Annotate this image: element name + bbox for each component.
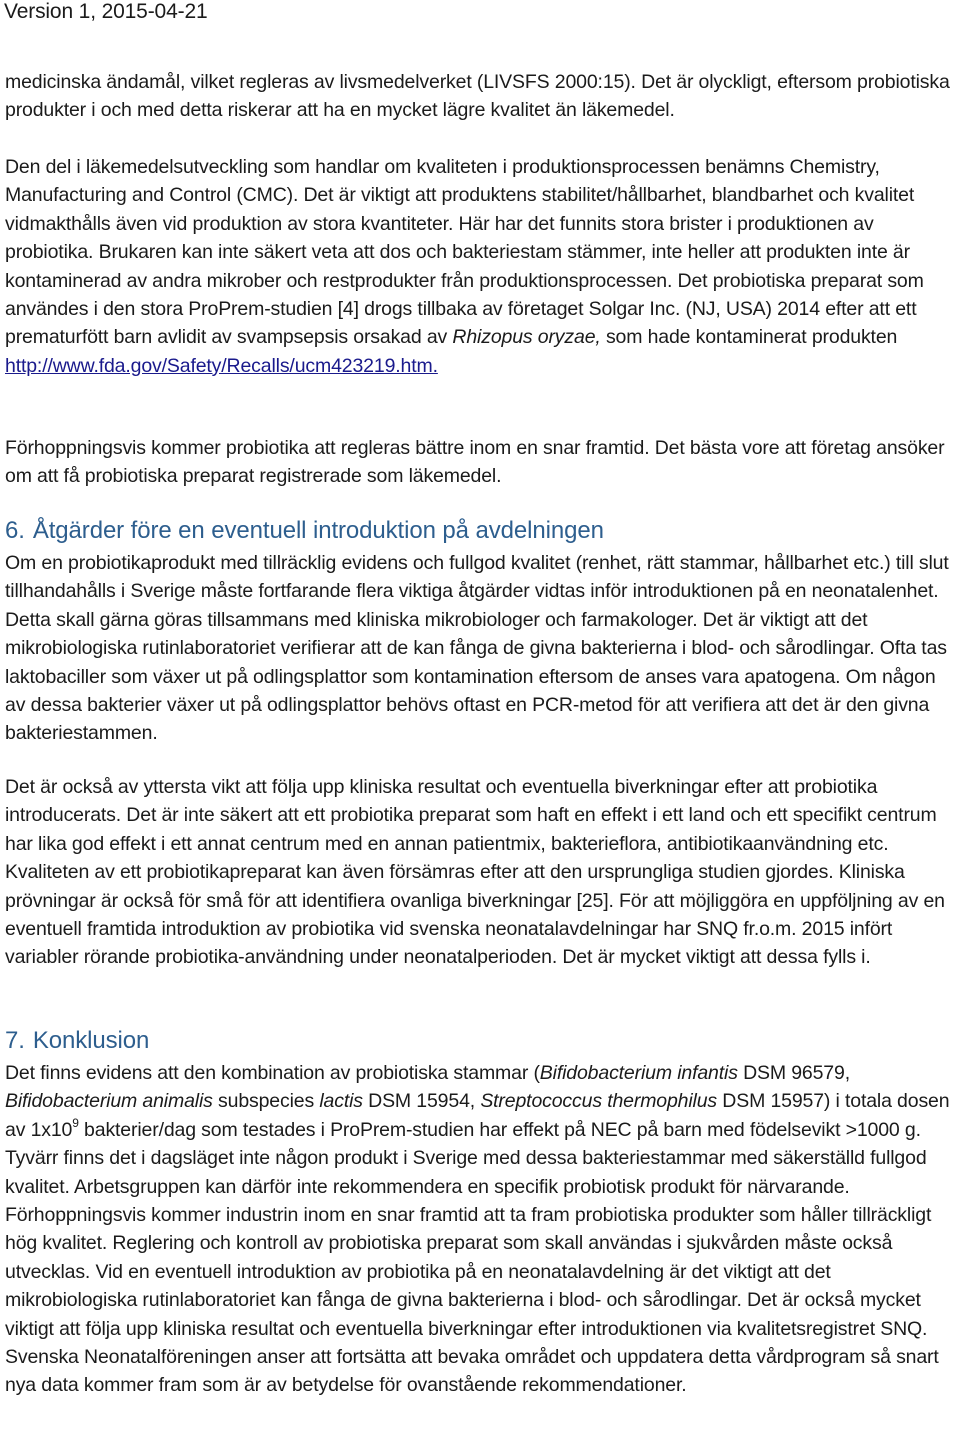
text-run: Det finns evidens att den kombination av probiotiska stammar ( <box>5 1062 540 1084</box>
text-run: DSM 96579, <box>737 1062 850 1084</box>
organism-name: Bifidobacterium animalis <box>5 1090 213 1113</box>
exponent: 9 <box>72 1115 79 1130</box>
section-6-paragraph-2 <box>5 773 960 972</box>
text-run: DSM 15954, <box>362 1090 481 1113</box>
section-6-heading <box>5 516 604 546</box>
text-run: subspecies <box>212 1090 320 1113</box>
paragraph-regulation <box>5 68 960 125</box>
paragraph-text: Förhoppningsvis kommer probiotika att regleras bättre inom en snar framtid. Det bästa vore att företag ansöker om att få probiotiska preparat registrerade som läkemedel. <box>5 437 945 488</box>
paragraph-text: Det är också av yttersta vikt att följa upp kliniska resultat och eventuella biverkningar efter att probiotika introducerats. Det är inte säkert att ett probiotika preparat som haft en effekt i ett land och ett specifikt centrum har lika god effekt i ett annat centrum med en annan patientmix, bakterieflora, antibiotikaanvändning etc. Kvaliteten av ett probiotikapreparat kan även försämras efter att den ursprungliga studien gjordes. Kliniska prövningar är också för små för att identifiera ovanliga biverkningar [25]. För att möjliggöra en uppföljning av en eventuell framtida introduktion av probiotika vid svenska neonatalavdelningar har SNQ fr.o.m. 2015 infört variabler rörande probiotika-användning under neonatalperioden. Det är mycket viktigt att dessa fylls i. <box>5 776 945 969</box>
paragraph-text-main: Den del i läkemedelsutveckling som handlar om kvaliteten i produktionsprocessen benämns Chemistry, Manufacturing and Control (CMC). Det är viktigt att produktens stabilitet/hållbarhet, blandbarhet och kvalitet vidmakthålls även vid produktion av stora kvantiteter. Här har det funnits stora brister i produktionen av probiotika. Brukaren kan inte säkert veta att dos och bakteriestam stämmer, inte heller att produkten inte är kontaminerad av andra mikrober och restprodukter från produktionsprocessen. Det probiotiska preparat som användes i den stora ProPrem-studien [4] drogs tillbaka av företaget Solgar Inc. (NJ, USA) 2014 efter att ett prematurfött barn avlidit av svampsepsis orsakad av <box>5 156 924 349</box>
section-7-paragraph <box>5 1059 960 1400</box>
section-6-paragraph-1 <box>5 549 960 748</box>
paragraph-text <box>5 153 960 380</box>
fda-recall-link[interactable]: http://www.fda.gov/Safety/Recalls/ucm423219.htm. <box>5 354 438 377</box>
paragraph-text: medicinska ändamål, vilket regleras av livsmedelverket (LIVSFS 2000:15). Det är olyckligt, eftersom probiotiska produkter i och med detta riskerar att ha en mycket lägre kvalitet än läkemedel. <box>5 71 950 122</box>
text-run: bakterier/dag som testades i ProPrem-studien har effekt på NEC på barn med födelsevikt >1000 g. Tyvärr finns det i dagsläget inte någon produkt i Sverige med dessa bakteriestammar med säkerställd fullgod kvalitet. Arbetsgruppen kan därför inte rekommendera en specifik probiotisk produkt för närvarande. Förhoppningsvis kommer industrin inom en snar framtid att ta fram probiotiska produkter som håller tillräckligt hög kvalitet. Reglering och kontroll av probiotiska preparat som skall användas i sjukvården måste också utvecklas. Vid en eventuell introduktion av probiotika på en neonatalavdelning är det viktigt att det mikrobiologiska rutinlaboratoriet kan fånga de givna bakterierna i blod- och sårodlingar. Det är också mycket viktigt att följa upp kliniska resultat och eventuella biverkningar efter introduktionen via kvalitetsregistret SNQ. Svenska Neonatalföreningen anser att fortsätta att bevaka området och uppdatera detta vårdprogram så snart nya data kommer fram som är av betydelse för ovanstående rekommendationer. <box>5 1118 939 1397</box>
section-title: Åtgärder före en eventuell introduktion på avdelningen <box>32 517 604 544</box>
paragraph-future <box>5 434 960 491</box>
paragraph-text-tail: som hade kontaminerat produkten <box>600 326 898 349</box>
section-7-heading <box>5 1026 149 1056</box>
paragraph-cmc <box>5 153 960 380</box>
section-number: 6. <box>5 517 25 544</box>
organism-name: Rhizopus oryzae, <box>452 326 601 349</box>
text-run: DSM 15957) i totala dosen av 1x10 <box>5 1090 950 1141</box>
organism-name: Bifidobacterium infantis <box>539 1062 738 1084</box>
paragraph-text: Om en probiotikaprodukt med tillräcklig evidens och fullgod kvalitet (renhet, rätt stammar, hållbarhet etc.) till slut tillhandahålls i Sverige måste fortfarande flera viktiga åtgärder vidtas inför introduktionen på en neonatalenhet. Detta skall gärna göras tillsammans med kliniska mikrobiologer och farmakologer. Det är viktigt att det mikrobiologiska rutinlaboratoriet verifierar att de kan fånga de givna bakterierna i blod- och sårodlingar. Ofta tas laktobaciller som växer ut på odlingsplattor som kontamination eftersom de anses vara apatogena. Om någon av dessa bakterier växer ut på odlingsplattor behövs oftast en PCR-metod för att verifiera att det är den givna bakteriestammen. <box>5 552 949 745</box>
section-number: 7. <box>5 1027 25 1054</box>
section-title: Konklusion <box>32 1027 150 1054</box>
organism-name: Streptococcus thermophilus <box>480 1090 718 1113</box>
version-header: Version 1, 2015-04-21 <box>4 0 208 23</box>
paragraph-text <box>5 1059 960 1400</box>
organism-name: lactis <box>319 1090 363 1113</box>
